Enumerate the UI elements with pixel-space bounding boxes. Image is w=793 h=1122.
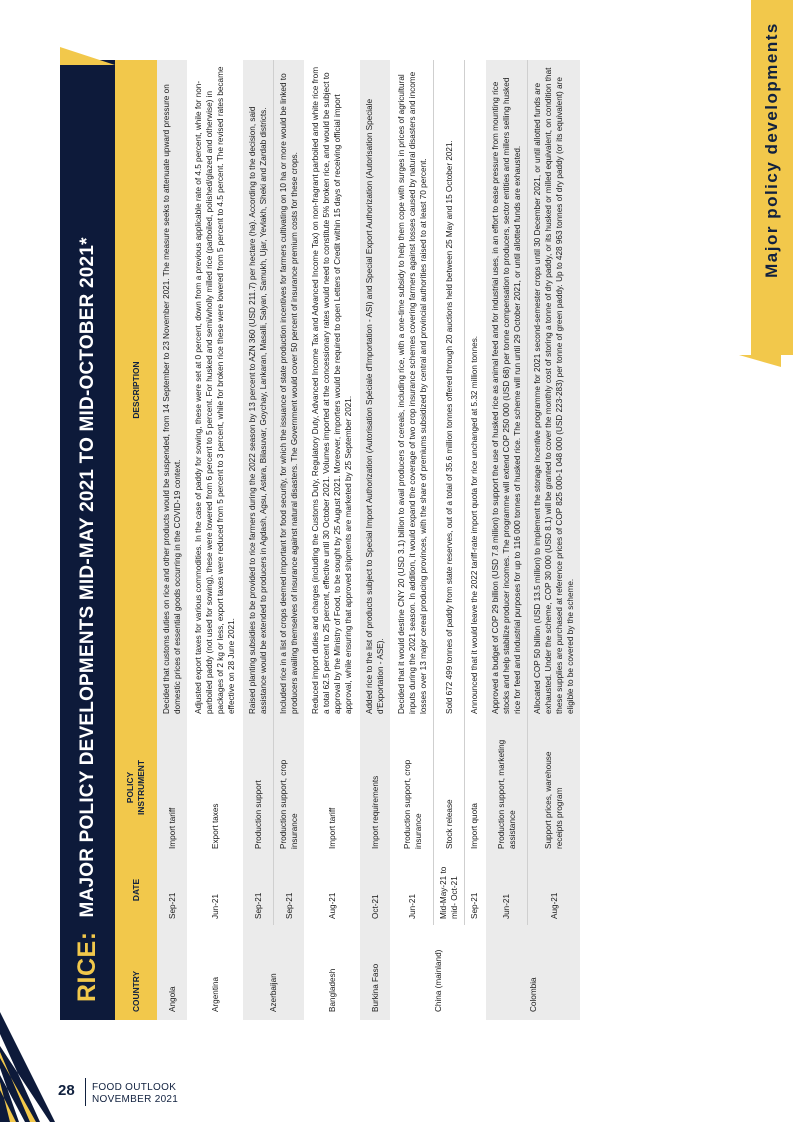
cell-instrument: Production support — [242, 720, 274, 855]
footer-line-1: FOOD OUTLOOK — [92, 1082, 177, 1093]
table-row — [485, 60, 528, 1020]
title-notch — [60, 47, 115, 65]
section-banner-label: Major policy developments — [762, 22, 782, 278]
table-title: MAJOR POLICY DEVELOPMENTS MID-MAY 2021 TO MID-OCTOBER 2021* — [76, 237, 98, 918]
cell-description: Approved a budget of COP 29 billion (USD 7.8 million) to support the use of husked rice as animal feed and for industrial uses, in an effort to ease pressure from mounting rice stocks and help stabilize producer incomes. The programme will extend COP 250 000 (USD 68) per tonne compensation to producers, sector entities and millers selling husked rice for feed and industrial purposes for up to 116 000 tonnes of husked rice. The scheme will run until 29 October 2021, or until allotted funds are exhausted. — [485, 60, 528, 720]
cell-description: Reduced import duties and charges (including the Customs Duty, Regulatory Duty, Advanced Income Tax and Advanced Income Tax) on non-fragrant parboiled and white rice from a total 62.5 percent to 25 percent, effective until 30 October 2021. Volumes imported at the concessionary rates would need to constitute 5% broken rice, and would be subject to approval by the Ministry of Food, to be sought by 25 August 2021. Moreover, importers would be required to open Letters of Credit within 15 days of receiving official import approval, while ensuring that approved shipments are marketed by 25 September 2021. — [305, 60, 359, 720]
cell-date: Jun-21 — [485, 855, 528, 925]
table-row — [242, 60, 274, 1020]
cell-country: Burkina Faso — [359, 925, 391, 1020]
footer-publication — [92, 1082, 178, 1106]
cell-country: China (mainland) — [391, 925, 485, 1020]
cell-description: Included rice in a list of crops deemed important for food security, for which the issuance of state production incentives for farmers cultivating on 10 ha or more would be linked to producers availing themselves of insurance against natural disasters. The Government would cover 50 percent of insurance premium costs for these crops. — [274, 60, 306, 720]
header-instrument-line2: INSTRUMENT — [136, 760, 146, 815]
cell-date: Sep-21 — [157, 855, 188, 925]
table-row — [188, 60, 242, 1020]
rotated-table-page — [60, 60, 728, 1020]
cell-description: Added rice to the list of products subject to Special Import Authorization (Autorisation Spéciale d'Importation - ASI) and Special Export Authorization (Autorisation Speciale d'Exportation - ASE). — [359, 60, 391, 720]
table-row — [465, 60, 486, 1020]
cell-country: Bangladesh — [305, 925, 359, 1020]
table-row — [528, 60, 581, 1020]
cell-instrument: Import quota — [465, 720, 486, 855]
cell-date: Aug-21 — [528, 855, 581, 925]
cell-description: Decided that customs duties on rice and other products would be suspended, from 14 September to 23 November 2021. The measure seeks to attenuate upward pressure on domestic prices of essential goods occurring in the COVID-19 context. — [157, 60, 188, 720]
header-instrument — [115, 720, 157, 855]
table-title-bar — [60, 60, 115, 1020]
cell-date: Oct-21 — [359, 855, 391, 925]
title-tag: RICE: — [73, 931, 101, 1002]
table-row — [359, 60, 391, 1020]
table-header-row — [115, 60, 157, 1020]
cell-country: Azerbaijan — [242, 925, 305, 1020]
cell-description: Allocated COP 50 billion (USD 13.5 million) to implement the storage incentive programme for 2021 second-semester crops until 30 December 2021, or until allotted funds are exhausted. Under the scheme, COP 30 000 (USD 8.1) will be granted to cover the monthly cost of storing a tonne of dry paddy, or its husked or milled equivalent, on condition that these supplies are purchased at reference prices of COP 825 000-1 048 000 (USD 223-283) per tonne of green paddy. Up to 428 963 tonnes of dry paddy (or its equivalent) are eligible to be covered by the scheme. — [528, 60, 581, 720]
section-banner-label-wrap — [751, 0, 793, 300]
cell-instrument: Production support, marketing assistance — [485, 720, 528, 855]
table-row — [305, 60, 359, 1020]
cell-country: Argentina — [188, 925, 242, 1020]
cell-country: Colombia — [485, 925, 580, 1020]
cell-description: Announced that it would leave the 2022 tariff-rate import quota for rice unchanged at 5.32 million tonnes. — [465, 60, 486, 720]
cell-instrument: Import requirements — [359, 720, 391, 855]
header-instrument-line1: POLICY — [125, 771, 135, 804]
cell-instrument: Production support, crop insurance — [391, 720, 434, 855]
cell-date: Jun-21 — [391, 855, 434, 925]
table-row — [274, 60, 306, 1020]
header-description: DESCRIPTION — [115, 60, 157, 720]
header-date: DATE — [115, 855, 157, 925]
cell-instrument: Stock release — [434, 720, 465, 855]
cell-description: Sold 672 499 tonnes of paddy from state reserves, out of a total of 35.6 million tonnes offered through 20 auctions held between 25 May and 15 October 2021. — [434, 60, 465, 720]
policy-table — [115, 60, 580, 1020]
footer-divider — [85, 1078, 86, 1106]
cell-instrument: Import tariff — [305, 720, 359, 855]
header-country: COUNTRY — [115, 925, 157, 1020]
table-row — [157, 60, 188, 1020]
cell-instrument: Support prices, warehouse receipts program — [528, 720, 581, 855]
cell-description: Raised planting subsidies to be provided to rice farmers during the 2022 season by 13 percent to AZN 360 (USD 211.7) per hectare (ha). According to the decision, said assistance would be extended to producers in Agdash, Agsu, Astara, Bilasuvar, Goychay, Lankaran, Masalli, Salyan, Samukh, Ujar, Yevlakh, Sheki and Zardab districts. — [242, 60, 274, 720]
cell-instrument: Export taxes — [188, 720, 242, 855]
cell-date: Sep-21 — [465, 855, 486, 925]
cell-date: Sep-21 — [242, 855, 274, 925]
footer-line-2: NOVEMBER 2021 — [92, 1094, 179, 1105]
cell-country: Angola — [157, 925, 188, 1020]
table-row — [434, 60, 465, 1020]
page-number: 28 — [58, 1082, 75, 1099]
table-row — [391, 60, 434, 1020]
cell-date: Aug-21 — [305, 855, 359, 925]
cell-date: Sep-21 — [274, 855, 306, 925]
cell-instrument: Import tariff — [157, 720, 188, 855]
cell-description: Decided that it would destine CNY 20 (USD 3.1) billion to avail producers of cereals, including rice, with a one-time subsidy to help them cope with surges in prices of agricultural inputs during the 2021 season. In addition, it would expand the coverage of two crop insurance schemes covering farmers against losses caused by natural disasters and income losses over 13 major cereal producing provinces, with the share of premiums subsidized by central and provincial authorities raised to at least 70 percent. — [391, 60, 434, 720]
cell-date: Jun-21 — [188, 855, 242, 925]
cell-instrument: Production support, crop insurance — [274, 720, 306, 855]
cell-description: Adjusted export taxes for various commodities. In the case of paddy for sowing, these were set at 0 percent, down from a previous applicable rate of 4.5 percent, while for non-parboiled paddy (not used for sowing), these were lowered from 6 percent to 5 percent. For husked and semi/wholly milled rice (parboiled, polished/glazed and otherwise) in packages of 2 kg or less, export taxes were reduced from 5 percent to 3 percent, while for broken rice these were lowered from 5 percent to 4.5 percent. The revised rates became effective on 28 June 2021. — [188, 60, 242, 720]
cell-date: Mid-May-21 to mid- Oct-21 — [434, 855, 465, 925]
